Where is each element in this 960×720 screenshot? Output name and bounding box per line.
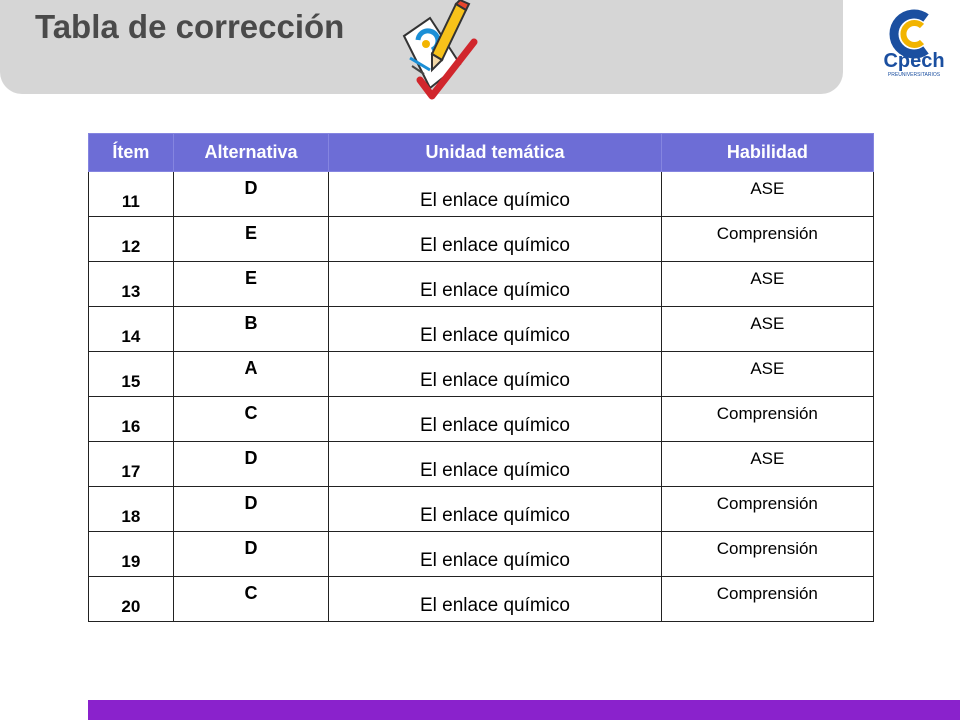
- table-row: [89, 397, 874, 442]
- table-header-row: [89, 134, 874, 172]
- cell-unit: El enlace químico: [329, 442, 661, 487]
- table-row: [89, 307, 874, 352]
- cell-unit: El enlace químico: [329, 532, 661, 577]
- cell-alternative: D: [173, 532, 329, 577]
- cell-skill: ASE: [661, 172, 873, 217]
- cell-skill: Comprensión: [661, 217, 873, 262]
- svg-text:PREUNIVERSITARIOS: PREUNIVERSITARIOS: [887, 72, 941, 78]
- cell-unit: El enlace químico: [329, 172, 661, 217]
- cell-skill: Comprensión: [661, 397, 873, 442]
- cell-alternative: D: [173, 442, 329, 487]
- header-alternative: Alternativa: [173, 134, 329, 172]
- cell-alternative: D: [173, 487, 329, 532]
- pencil-checkmark-icon: [396, 0, 480, 104]
- correction-table-container: [88, 133, 874, 622]
- cell-unit: El enlace químico: [329, 577, 661, 622]
- cell-unit: El enlace químico: [329, 262, 661, 307]
- cell-skill: Comprensión: [661, 532, 873, 577]
- cell-item: 20: [89, 577, 174, 622]
- table-row: [89, 532, 874, 577]
- cell-item: 17: [89, 442, 174, 487]
- cell-unit: El enlace químico: [329, 487, 661, 532]
- cell-item: 12: [89, 217, 174, 262]
- cell-unit: El enlace químico: [329, 307, 661, 352]
- cell-item: 19: [89, 532, 174, 577]
- cell-skill: Comprensión: [661, 487, 873, 532]
- table-row: [89, 352, 874, 397]
- cell-skill: ASE: [661, 442, 873, 487]
- cell-item: 16: [89, 397, 174, 442]
- cell-skill: ASE: [661, 262, 873, 307]
- cell-item: 14: [89, 307, 174, 352]
- cell-unit: El enlace químico: [329, 397, 661, 442]
- header-skill: Habilidad: [661, 134, 873, 172]
- cell-item: 18: [89, 487, 174, 532]
- cell-alternative: C: [173, 577, 329, 622]
- cell-alternative: C: [173, 397, 329, 442]
- header-unit: Unidad temática: [329, 134, 661, 172]
- cpech-logo: [876, 4, 952, 80]
- correction-table: [88, 133, 874, 622]
- cell-item: 15: [89, 352, 174, 397]
- cell-alternative: A: [173, 352, 329, 397]
- cell-unit: El enlace químico: [329, 217, 661, 262]
- bottom-accent-bar: [88, 700, 960, 720]
- cell-item: 13: [89, 262, 174, 307]
- svg-text:Cpech: Cpech: [883, 50, 945, 72]
- cell-alternative: B: [173, 307, 329, 352]
- cell-alternative: E: [173, 217, 329, 262]
- table-row: [89, 217, 874, 262]
- cell-item: 11: [89, 172, 174, 217]
- table-row: [89, 262, 874, 307]
- cell-skill: ASE: [661, 352, 873, 397]
- table-row: [89, 442, 874, 487]
- cell-skill: ASE: [661, 307, 873, 352]
- header-item: Ítem: [89, 134, 174, 172]
- page-title: Tabla de corrección: [35, 8, 345, 45]
- cell-alternative: D: [173, 172, 329, 217]
- cell-alternative: E: [173, 262, 329, 307]
- cell-unit: El enlace químico: [329, 352, 661, 397]
- table-row: [89, 487, 874, 532]
- table-row: [89, 172, 874, 217]
- cell-skill: Comprensión: [661, 577, 873, 622]
- table-row: [89, 577, 874, 622]
